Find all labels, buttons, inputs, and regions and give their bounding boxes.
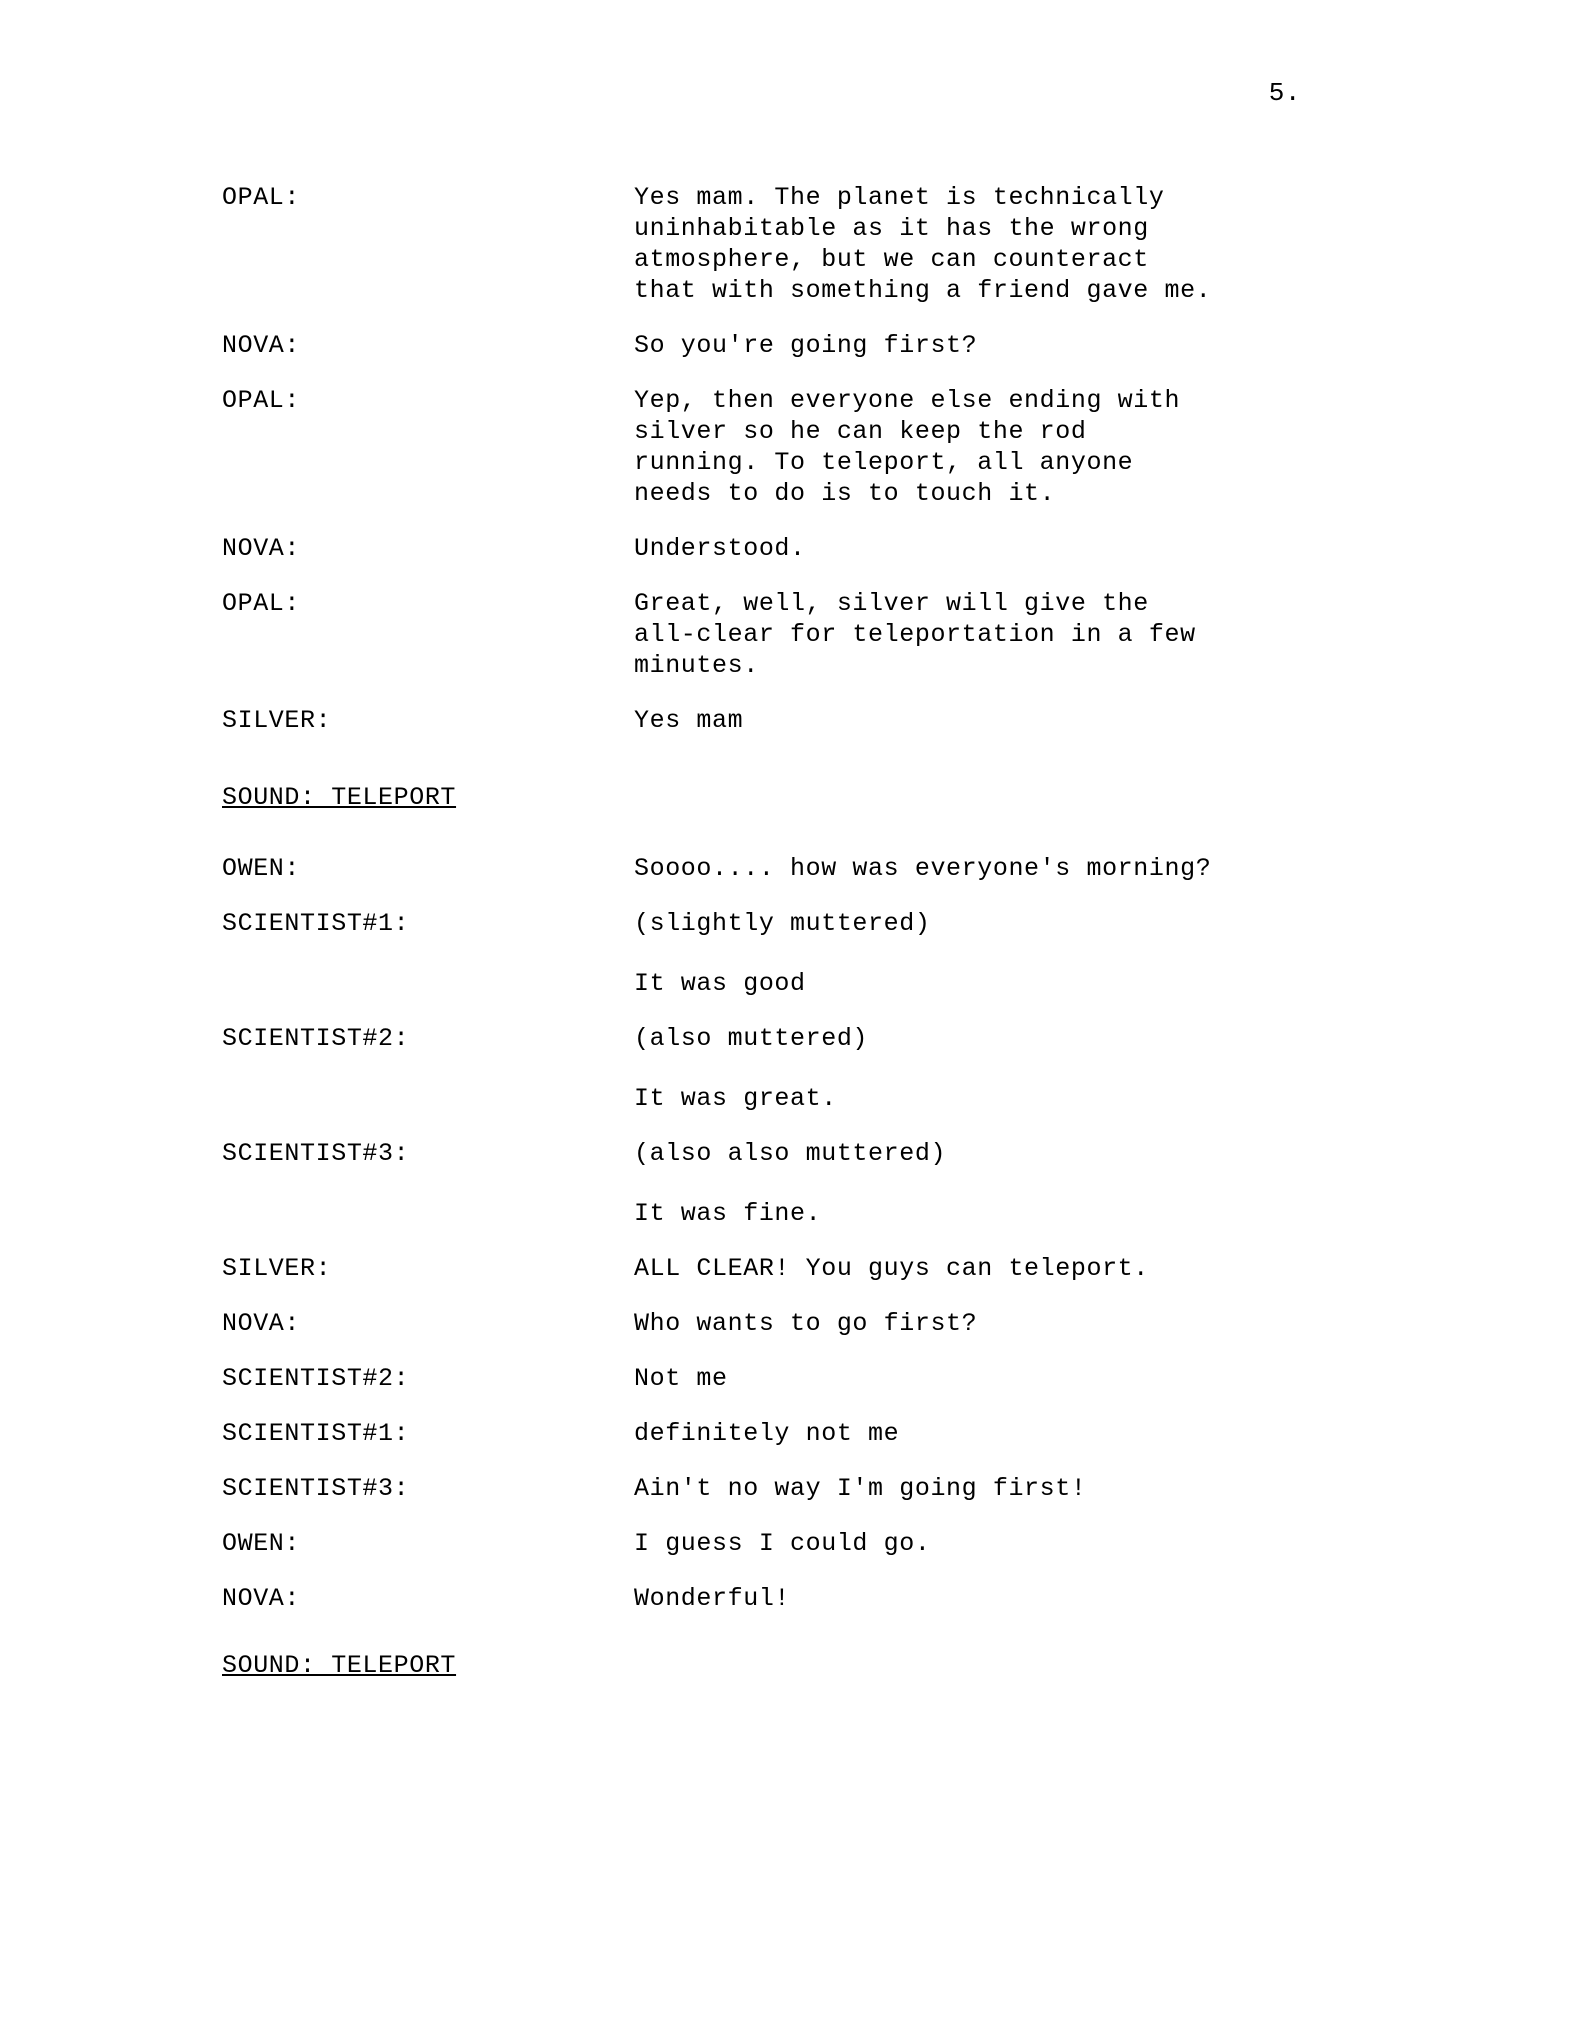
speaker-name: NOVA: [222, 331, 301, 360]
dialogue-line: Ain't no way I'm going first! [634, 1474, 1087, 1503]
speaker-name: NOVA: [222, 1309, 301, 1338]
dialogue-lines [634, 588, 1352, 681]
dialogue-entry [222, 705, 1352, 736]
speaker-name: SCIENTIST#2: [222, 1364, 410, 1393]
dialogue-lines [634, 1308, 1352, 1339]
dialogue-line: ALL CLEAR! You guys can teleport. [634, 1254, 1149, 1283]
dialogue-line: Wonderful! [634, 1584, 791, 1613]
dialogue-line: all-clear for teleportation in a few [634, 620, 1196, 649]
dialogue-line: definitely not me [634, 1419, 900, 1448]
dialogue-entry [222, 1473, 1352, 1504]
dialogue-lines [634, 533, 1352, 564]
dialogue-lines [634, 908, 1352, 999]
dialogue-entry [222, 1138, 1352, 1229]
dialogue-lines [634, 1253, 1352, 1284]
script-body [222, 182, 1352, 1721]
dialogue-entry [222, 1418, 1352, 1449]
speaker-name: OPAL: [222, 589, 301, 618]
speaker-name: OPAL: [222, 386, 301, 415]
dialogue-line: Who wants to go first? [634, 1309, 978, 1338]
speaker-name: NOVA: [222, 534, 301, 563]
dialogue-lines [634, 1023, 1352, 1114]
dialogue-line: It was great. [634, 1084, 837, 1113]
dialogue-line: It was good [634, 969, 806, 998]
dialogue-lines [634, 1583, 1352, 1614]
dialogue-entry [222, 1023, 1352, 1114]
dialogue-lines [634, 330, 1352, 361]
speaker-name: NOVA: [222, 1584, 301, 1613]
dialogue-line: It was fine. [634, 1199, 822, 1228]
dialogue-line: Soooo.... how was everyone's morning? [634, 854, 1212, 883]
dialogue-lines [634, 1418, 1352, 1449]
dialogue-entry [222, 385, 1352, 509]
speaker-name: SILVER: [222, 706, 332, 735]
dialogue-line: Yep, then everyone else ending with [634, 386, 1181, 415]
dialogue-lines [634, 1138, 1352, 1229]
dialogue-entry [222, 588, 1352, 681]
dialogue-line: Yes mam [634, 706, 744, 735]
sound-cue: SOUND: TELEPORT [222, 783, 457, 812]
dialogue-line: running. To teleport, all anyone [634, 448, 1134, 477]
dialogue-line: that with something a friend gave me. [634, 276, 1212, 305]
dialogue-entry [222, 908, 1352, 999]
dialogue-entry [222, 182, 1352, 306]
dialogue-line: minutes. [634, 651, 759, 680]
speaker-name: SCIENTIST#3: [222, 1139, 410, 1168]
dialogue-lines [634, 1473, 1352, 1504]
dialogue-line: silver so he can keep the rod [634, 417, 1087, 446]
speaker-name: SCIENTIST#3: [222, 1474, 410, 1503]
speaker-name: SCIENTIST#1: [222, 909, 410, 938]
sound-cue: SOUND: TELEPORT [222, 1651, 457, 1680]
dialogue-entry [222, 1363, 1352, 1394]
dialogue-line: So you're going first? [634, 331, 978, 360]
dialogue-line: I guess I could go. [634, 1529, 931, 1558]
dialogue-line: needs to do is to touch it. [634, 479, 1056, 508]
speaker-name: OPAL: [222, 183, 301, 212]
dialogue-line: Great, well, silver will give the [634, 589, 1149, 618]
dialogue-lines [634, 182, 1352, 306]
dialogue-lines [634, 853, 1352, 884]
page-number: 5. [1268, 78, 1301, 108]
dialogue-entry [222, 853, 1352, 884]
speaker-name: SILVER: [222, 1254, 332, 1283]
speaker-name: OWEN: [222, 854, 301, 883]
dialogue-line: Understood. [634, 534, 806, 563]
dialogue-lines [634, 1363, 1352, 1394]
dialogue-line: Not me [634, 1364, 728, 1393]
dialogue-lines [634, 385, 1352, 509]
speaker-name: OWEN: [222, 1529, 301, 1558]
dialogue-parenthetical: (also muttered) [634, 1024, 869, 1053]
dialogue-entry [222, 1528, 1352, 1559]
dialogue-line: Yes mam. The planet is technically [634, 183, 1165, 212]
dialogue-entry [222, 1583, 1352, 1614]
dialogue-entry [222, 533, 1352, 564]
dialogue-entry [222, 1308, 1352, 1339]
dialogue-line: atmosphere, but we can counteract [634, 245, 1149, 274]
dialogue-entry [222, 330, 1352, 361]
dialogue-entry [222, 1253, 1352, 1284]
dialogue-parenthetical: (slightly muttered) [634, 909, 931, 938]
dialogue-lines [634, 705, 1352, 736]
dialogue-parenthetical: (also also muttered) [634, 1139, 947, 1168]
speaker-name: SCIENTIST#1: [222, 1419, 410, 1448]
dialogue-line: uninhabitable as it has the wrong [634, 214, 1149, 243]
speaker-name: SCIENTIST#2: [222, 1024, 410, 1053]
dialogue-lines [634, 1528, 1352, 1559]
